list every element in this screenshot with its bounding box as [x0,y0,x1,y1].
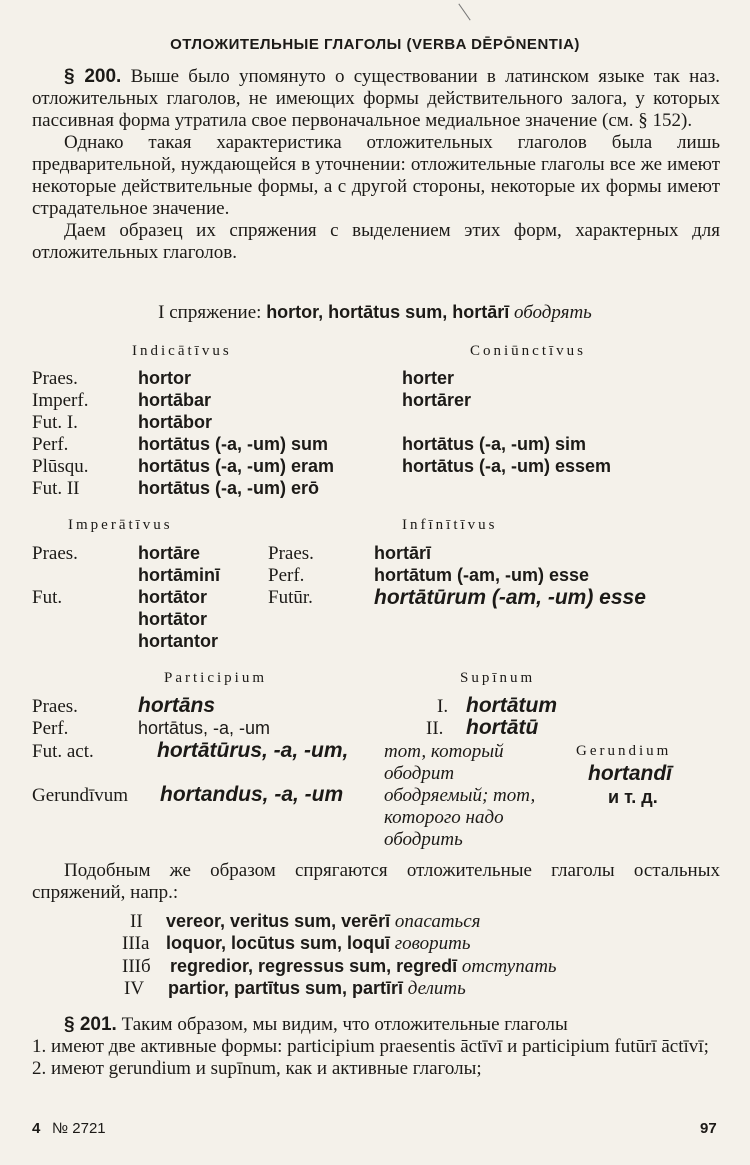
supinum-num-2: II. [426,718,444,739]
example-forms: loquor, locūtus sum, loquī [166,933,390,953]
infinitivus-heading: Infīnītīvus [402,517,498,533]
coniunctivus-heading: Coniūnctīvus [470,343,587,359]
imp-praes-form-1: hortāre [138,543,201,563]
example-2 [122,932,471,955]
example-forms: partior, partītus sum, partīrī [168,978,404,998]
conjugation-caption [0,302,750,324]
page-title: ОТЛОЖИТЕЛЬНЫЕ ГЛАГОЛЫ (VERBA DĒPŌNENTIA) [170,36,580,53]
gerundivum-meaning-1: ободряемый; тот, [384,785,536,806]
intro-text [32,66,720,264]
supinum-form-1: hortātum [466,694,557,717]
example-meaning: делить [407,978,466,999]
example-4 [124,977,466,1000]
example-meaning: отступать [461,956,557,977]
inf-praes-label: Praes. [268,543,314,564]
form-praes: hortor [138,368,191,388]
part-fut-meaning-2: ободрит [384,763,455,784]
indicativus-heading: Indicātīvus [132,343,232,359]
part-perf-form: hortātus, -a, -um [138,718,271,738]
gerundium-heading: Gerundium [576,743,672,759]
imperativus-heading: Imperātīvus [68,517,173,533]
example-num: IIIб [122,956,151,977]
section-number: § 201. [64,1014,117,1035]
signature-number: 4 [32,1120,41,1137]
page-number: 97 [700,1120,717,1137]
form-plusqu: hortātus (-a, -um) eram [138,456,335,476]
caption-meaning: ободрять [513,302,592,323]
gerundivum-meaning-2: которого надо [384,807,504,828]
example-num: IV [124,978,145,999]
form-fut2: hortātus (-a, -um) erō [138,478,320,498]
caption-forms: hortor, hortātus sum, hortārī [266,302,510,322]
paragraph-3: Даем образец их спряжения с выделением этих форм, характерных для отложительных глаголов. [32,220,720,263]
coni-plusqu: hortātus (-a, -um) essem [402,456,612,476]
part-fut-form: hortātūrus, -a, -um, [157,739,349,762]
coni-imperf: hortārer [402,390,472,410]
label-fut1: Fut. I. [32,412,78,433]
list-item-1: 1. имеют две активные формы: participium praesentis āctīvī и participium futūrī āctīvī; [32,1036,709,1057]
supinum-form-2: hortātū [466,716,539,739]
example-forms: vereor, veritus sum, verērī [166,911,391,931]
imp-fut-label: Fut. [32,587,63,608]
inf-fut-label: Futūr. [268,587,313,608]
inf-perf-label: Perf. [268,565,305,586]
coni-perf: hortātus (-a, -um) sim [402,434,587,454]
label-imperf: Imperf. [32,390,89,411]
paragraph-4: Подобным же образом спрягаются отложительные глаголы остальных спряжений, напр.: [32,860,720,903]
gerundium-etc: и т. д. [608,787,658,807]
imp-fut-form-3: hortantor [138,631,218,651]
order-number: № 2721 [52,1120,106,1137]
imp-praes-label: Praes. [32,543,78,564]
form-fut1: hortābor [138,412,212,432]
example-num: IIIa [122,933,150,954]
inf-perf-form: hortātum (-am, -um) esse [374,565,590,585]
form-imperf: hortābar [138,390,212,410]
example-meaning: говорить [394,933,471,954]
label-fut2: Fut. II [32,478,80,499]
caption-label: I спряжение: [158,302,262,323]
example-3 [122,955,557,978]
paragraph-200 [32,66,720,132]
form-perf: hortātus (-a, -um) sum [138,434,329,454]
inf-fut-form: hortātūrum (-am, -um) esse [374,586,646,609]
section-number: § 200. [64,66,122,87]
part-fut-label: Fut. act. [32,741,94,762]
inf-praes-form: hortārī [374,543,432,563]
label-praes: Praes. [32,368,78,389]
part-praes-form: hortāns [138,694,216,717]
gerundivum-meaning-3: ободрить [384,829,463,850]
example-1 [130,910,480,933]
example-num: II [130,911,143,932]
part-praes-label: Praes. [32,696,78,717]
gerundivum-form: hortandus, -a, -um [160,783,344,806]
coni-praes: horter [402,368,455,388]
example-forms: regredior, regressus sum, regredī [170,956,458,976]
paragraph-201 [32,1014,720,1080]
imp-praes-form-2: hortāminī [138,565,221,585]
part-fut-meaning-1: тот, который [384,741,504,762]
example-meaning: опасаться [394,911,481,932]
participium-heading: Participium [164,670,267,686]
paragraph-text: Таким образом, мы видим, что отложительные глаголы [121,1014,568,1035]
list-item-2: 2. имеют gerundium и supīnum, как и активные глаголы; [32,1058,482,1079]
paragraph-2: Однако такая характеристика отложительных глаголов была лишь предварительной, нуждающейся в уточнении: отложительные глаголы все же имеют некоторые действительные формы, а с другой стороны, некоторые их формы имеют страдательное значение. [32,132,720,219]
imp-fut-form-2: hortātor [138,609,207,629]
gerundivum-label: Gerundīvum [32,785,129,806]
label-perf: Perf. [32,434,69,455]
label-plusqu: Plūsqu. [32,456,89,477]
gerundium-form: hortandī [588,762,672,785]
imp-fut-form-1: hortātor [138,587,207,607]
paragraph-text: Выше было упомянуто о существовании в латинском языке так наз. отложительных глаголов, не имеющих формы действительного залога, у которых пассивная форма утратила свое первоначальное медиальное значение (см. § 152). [32,66,721,131]
supinum-heading: Supīnum [460,670,536,686]
part-perf-label: Perf. [32,718,69,739]
scan-mark [458,4,470,21]
supinum-num-1: I. [437,696,449,717]
